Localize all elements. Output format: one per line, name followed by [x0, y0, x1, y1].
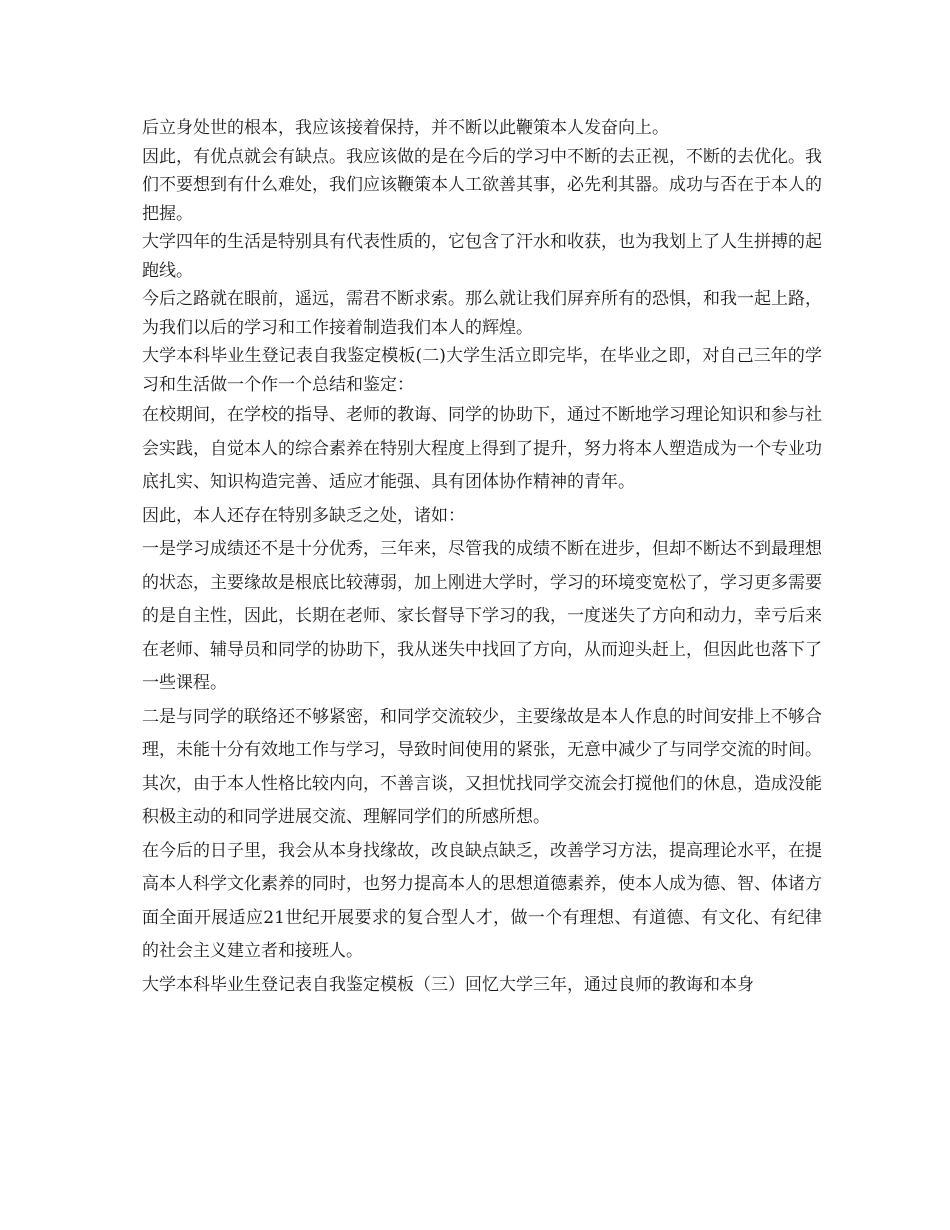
paragraph-10: 在今后的日子里，我会从本身找缘故，改良缺点缺乏，改善学习方法，提高理论水平，在提高本人科学文化素养的同时，也努力提高本人的思想道德素养，使本人成为德、智、体诸方面全面开展适应21世纪开展要求的复合型人才，做一个有理想、有道德、有文化、有纪律的社会主义建立者和接班人。 — [142, 840, 822, 961]
paragraph-8: 一是学习成绩还不是十分优秀，三年来，尽管我的成绩不断在进步，但却不断达不到最理想的状态，主要缘故是根底比较薄弱，加上刚进大学时，学习的环境变宽松了，学习更多需要的是自主性，因此，长期在老师、家长督导下学习的我，一度迷失了方向和动力，幸亏后来在老师、辅导员和同学的协助下，我从迷失中找回了方向，从而迎头赶上，但因此也落下了一些课程。 — [142, 539, 822, 693]
paragraph-3: 大学四年的生活是特别具有代表性质的，它包含了汗水和收获，也为我划上了人生拼搏的起跑线。 — [142, 232, 822, 281]
document-body — [142, 114, 822, 1002]
paragraph-5: 大学本科毕业生登记表自我鉴定模板(二)大学生活立即完毕，在毕业之即，对自己三年的学习和生活做一个作一个总结和鉴定： — [142, 346, 822, 395]
paragraph-4: 今后之路就在眼前，遥远，需君不断求索。那么就让我们屏弃所有的恐惧，和我一起上路，为我们以后的学习和工作接着制造我们本人的辉煌。 — [142, 289, 822, 338]
paragraph-7: 因此，本人还存在特别多缺乏之处，诸如： — [142, 505, 465, 526]
paragraph-9: 二是与同学的联络还不够紧密，和同学交流较少，主要缘故是本人作息的时间安排上不够合理，未能十分有效地工作与学习，导致时间使用的紧张，无意中减少了与同学交流的时间。其次，由于本人性格比较内向，不善言谈，又担忧找同学交流会打搅他们的休息，造成没能积极主动的和同学进展交流、理解同学们的所感所想。 — [142, 706, 822, 827]
paragraph-2: 因此，有优点就会有缺点。我应该做的是在今后的学习中不断的去正视，不断的去优化。我们不要想到有什么难处，我们应该鞭策本人工欲善其事，必先利其器。成功与否在于本人的把握。 — [142, 146, 822, 224]
paragraph-6: 在校期间，在学校的指导、老师的教诲、同学的协助下，通过不断地学习理论知识和参与社会实践，自觉本人的综合素养在特别大程度上得到了提升，努力将本人塑造成为一个专业功底扎实、知识构造完善、适应才能强、具有团体协作精神的青年。 — [142, 405, 822, 492]
paragraph-11: 大学本科毕业生登记表自我鉴定模板（三）回忆大学三年，通过良师的教诲和本身 — [142, 974, 754, 995]
paragraph-1: 后立身处世的根本，我应该接着保持，并不断以此鞭策本人发奋向上。 — [142, 118, 669, 138]
